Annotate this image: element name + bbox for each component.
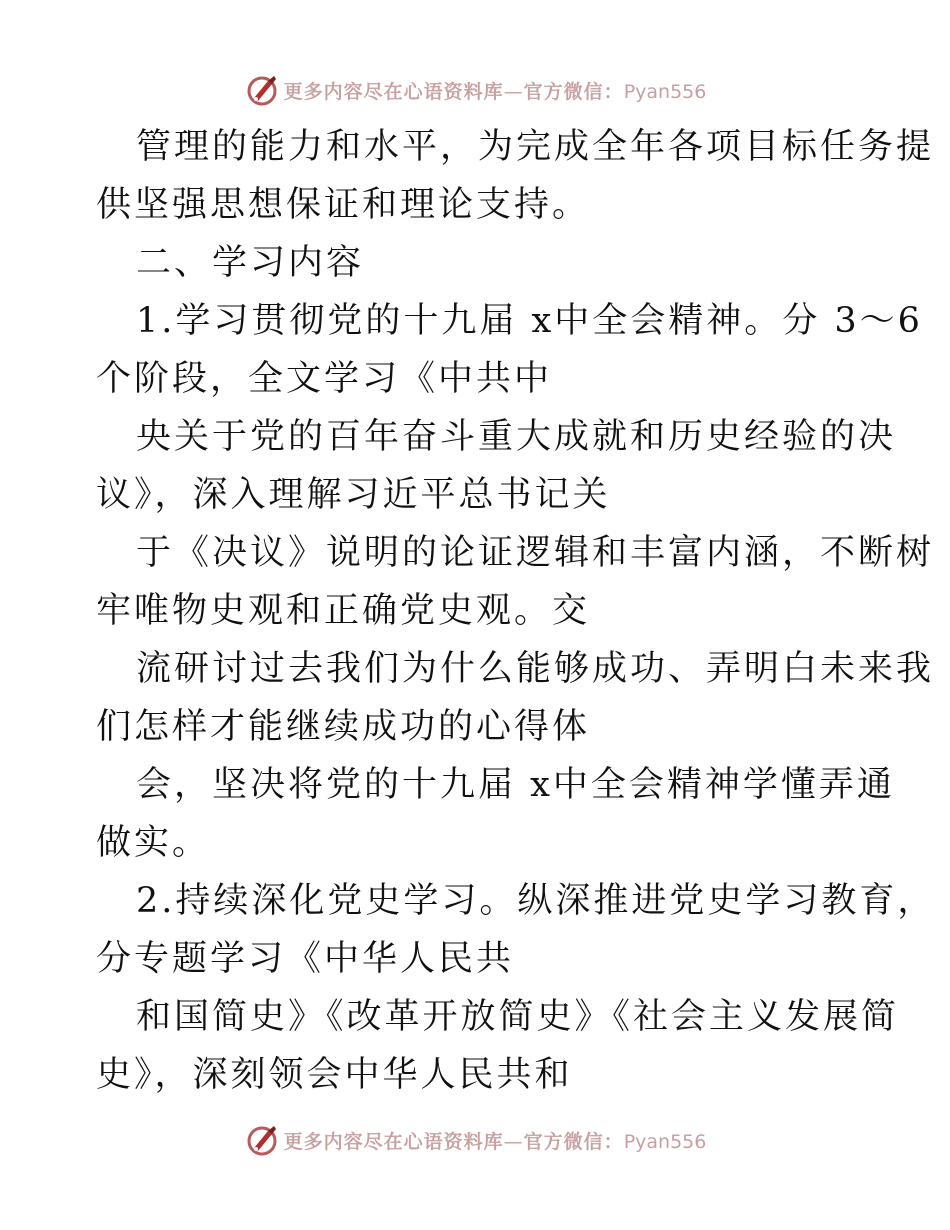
footer-watermark: [0, 1122, 950, 1158]
text-line: 们怎样才能继续成功的心得体: [96, 707, 591, 747]
text-line: 牢唯物史观和正确党史观。交: [96, 591, 591, 631]
text-line: 史》，深刻领会中华人民共和: [96, 1055, 573, 1095]
text-line: 做实。: [96, 823, 211, 863]
pen-nib-circle-icon: [244, 1122, 280, 1158]
watermark-separator: —: [503, 80, 524, 103]
text-line: 会，坚决将党的十九届 x中全会精神学懂弄通: [136, 765, 895, 805]
text-line: 议》，深入理解习近平总书记关: [96, 475, 611, 515]
text-line: 和国简史》《改革开放简史》《社会主义发展简: [136, 997, 900, 1037]
pen-nib-circle-icon: [244, 72, 280, 108]
watermark-site: 更多内容尽在心语资料库: [283, 80, 504, 103]
watermark-text: [284, 1127, 707, 1154]
watermark-text: [284, 77, 707, 104]
watermark-handle: Pyan556: [623, 1130, 707, 1153]
document-body: [96, 118, 936, 1104]
watermark-label: 官方微信：: [523, 80, 624, 103]
section-heading: 二、学习内容: [136, 243, 365, 283]
text-line: 管理的能力和水平，为完成全年各项目标任务提: [136, 127, 935, 167]
text-line: 流研讨过去我们为什么能够成功、弄明白未来我: [136, 649, 935, 689]
watermark-site: 更多内容尽在心语资料库: [283, 1130, 504, 1153]
header-watermark: [0, 72, 950, 108]
watermark-handle: Pyan556: [623, 80, 707, 103]
text-line: 1.学习贯彻党的十九届 x中全会精神。分 3～6: [136, 301, 923, 341]
text-line: 2.持续深化党史学习。纵深推进党史学习教育，: [136, 881, 936, 921]
text-line: 分专题学习《中华人民共: [96, 939, 515, 979]
text-line: 于《决议》说明的论证逻辑和丰富内涵，不断树: [136, 533, 935, 573]
watermark-separator: —: [503, 1130, 524, 1153]
text-line: 个阶段，全文学习《中共中: [96, 359, 553, 399]
text-line: 供坚强思想保证和理论支持。: [96, 185, 591, 225]
text-line: 央关于党的百年奋斗重大成就和历史经验的决: [136, 417, 897, 457]
watermark-label: 官方微信：: [523, 1130, 624, 1153]
